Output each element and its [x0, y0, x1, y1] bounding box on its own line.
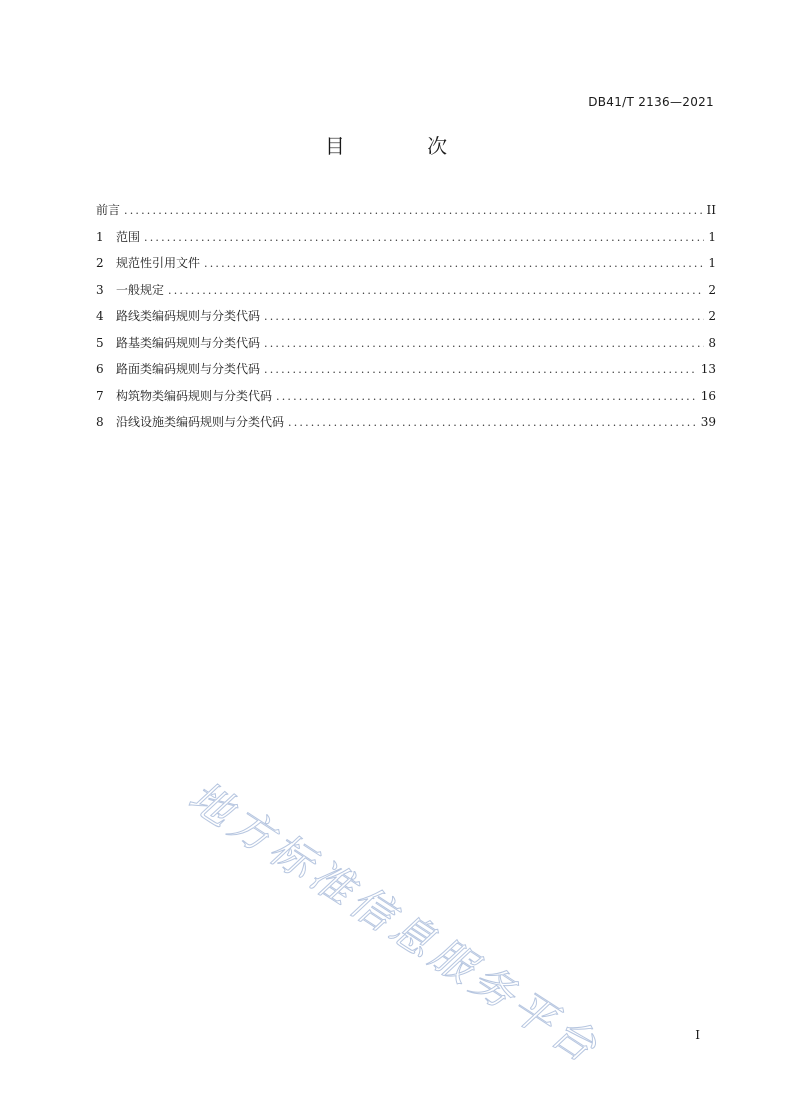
toc-entry-8[interactable]: [96, 412, 716, 439]
toc-entry-page: 1: [708, 229, 716, 244]
toc-entry-4[interactable]: [96, 306, 716, 333]
toc-entry-6[interactable]: [96, 359, 716, 386]
dot-leader: [124, 201, 703, 221]
toc-entry-page: 16: [700, 388, 716, 403]
toc-entry-title: 一般规定: [116, 282, 165, 297]
toc-entry-3[interactable]: [96, 280, 716, 307]
toc-entry-title: 构筑物类编码规则与分类代码: [116, 388, 273, 403]
dot-leader: [144, 228, 704, 248]
toc-entry-foreword[interactable]: [96, 200, 716, 227]
dot-leader: [264, 307, 704, 327]
toc-entry-number: 8: [96, 415, 104, 429]
toc-entry-page: II: [706, 203, 716, 217]
toc-entry-page: 13: [700, 362, 716, 376]
page-title: 目 次: [324, 134, 486, 158]
toc-entry-page: 2: [708, 309, 716, 323]
toc-entry-number: 7: [96, 388, 104, 403]
toc-entry-title: 路基类编码规则与分类代码: [116, 335, 261, 350]
toc-entry-title: 前言: [96, 203, 121, 217]
toc-entry-title: 规范性引用文件: [116, 256, 201, 270]
dot-leader: [264, 360, 697, 380]
dot-leader: [204, 254, 704, 274]
toc-entry-2[interactable]: [96, 253, 716, 280]
toc-entry-title: 路面类编码规则与分类代码: [116, 362, 261, 376]
toc-entry-number: 4: [96, 309, 104, 323]
toc-entry-number: 3: [96, 282, 104, 297]
toc-entry-title: 沿线设施类编码规则与分类代码: [116, 415, 285, 429]
toc-entry-number: 1: [96, 229, 104, 244]
toc-entry-page: 8: [708, 335, 716, 350]
toc-entry-page: 2: [708, 282, 716, 297]
toc-entry-page: 1: [708, 256, 716, 270]
standard-code: DB41/T 2136—2021: [588, 95, 714, 109]
toc-entry-1[interactable]: [96, 227, 716, 254]
toc-entry-7[interactable]: [96, 386, 716, 413]
watermark: 地方标准信息服务平台: [180, 771, 610, 1075]
toc-entry-title: 路线类编码规则与分类代码: [116, 309, 261, 323]
toc-entry-number: 5: [96, 335, 104, 350]
toc-entry-number: 2: [96, 256, 104, 270]
toc-entry-5[interactable]: [96, 333, 716, 360]
dot-leader: [168, 281, 704, 301]
dot-leader: [264, 334, 704, 354]
dot-leader: [288, 413, 697, 433]
toc-entry-number: 6: [96, 362, 104, 376]
page-number: I: [695, 1028, 700, 1042]
dot-leader: [276, 387, 697, 407]
toc-entry-page: 39: [700, 415, 716, 429]
table-of-contents: [96, 200, 716, 439]
toc-entry-title: 范围: [116, 229, 141, 244]
